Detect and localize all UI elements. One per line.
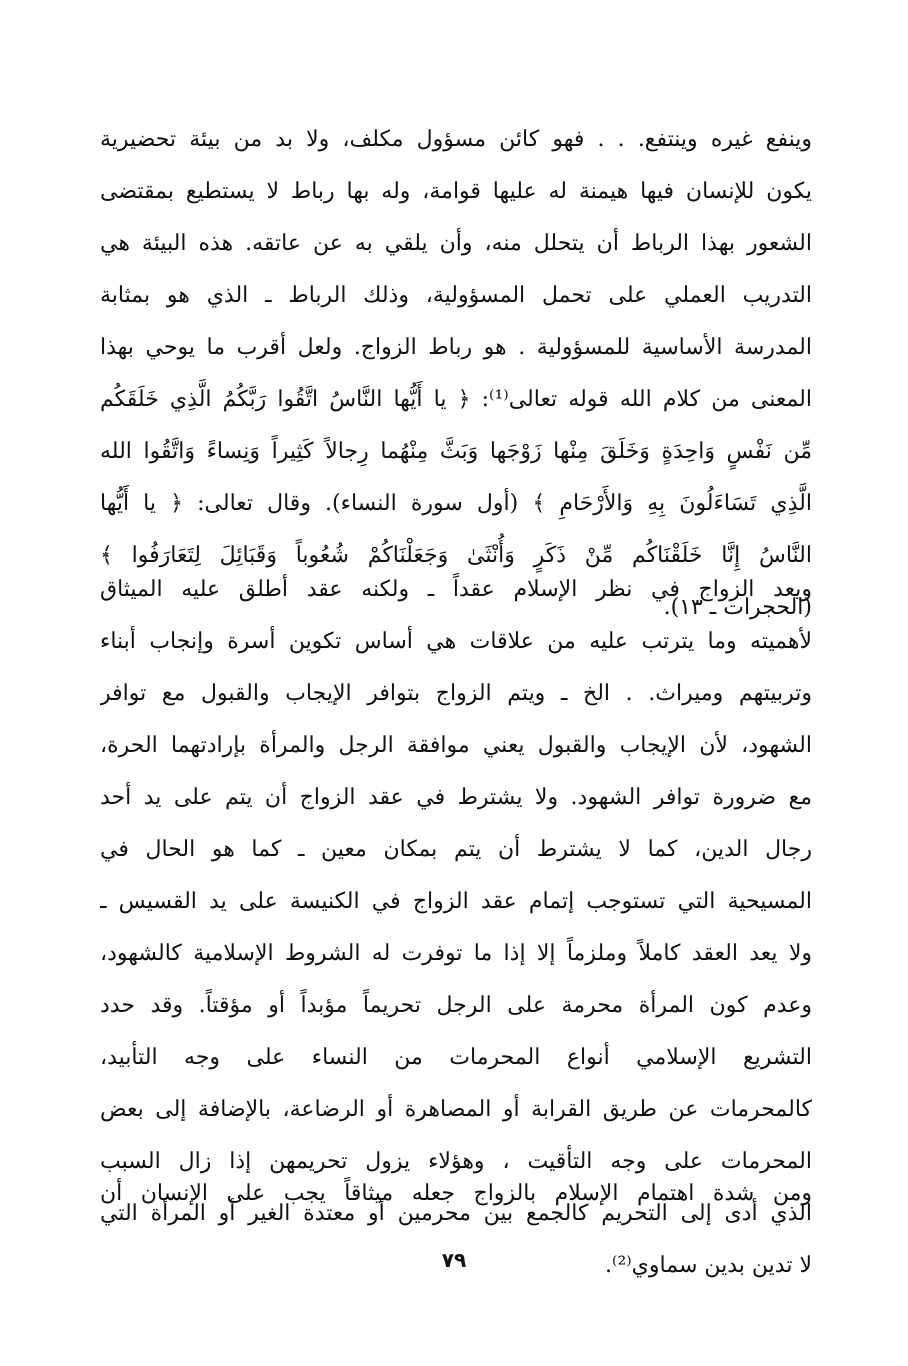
quran-verse-line: مِّن نَفْسٍ وَاحِدَةٍ وَخَلَقَ مِنْها زَوْجَها وَبَثَّ مِنْهُما رِجالاً كَثِيراً وَنِساءً وَاتَّقُوا الله xyxy=(100,439,812,464)
paragraph-3 xyxy=(100,1168,812,1220)
text-line: المدرسة الأساسية للمسؤولية . هو رباط الزواج. ولعل أقرب ما يوحي بهذا xyxy=(100,335,812,360)
text-line: يكون للإنسان فيها هيمنة له عليها قوامة، وله بها رباط لا يستطيع بمقتضى xyxy=(100,179,812,204)
text-line: ومن شدة اهتمام الإسلام بالزواج جعله ميثاقاً يجب على الإنسان أن xyxy=(100,1181,812,1206)
paragraph-1 xyxy=(100,114,812,634)
text-line: وتربيتهم وميراث. . الخ ـ ويتم الزواج بتوافر الإيجاب والقبول مع توافر xyxy=(100,681,812,706)
text-line: وعدم كون المرأة محرمة على الرجل تحريماً مؤبداً أو مؤقتاً. وقد حدد xyxy=(100,993,812,1018)
text-line: الشهود، لأن الإيجاب والقبول يعني موافقة الرجل والمرأة بإرادتهما الحرة، xyxy=(100,733,812,758)
text-line: رجال الدين، كما لا يشترط أن يتم بمكان معين ـ كما هو الحال في xyxy=(100,837,812,862)
text-line: وينفع غيره وينتفع. . . فهو كائن مسؤول مكلف، ولا بد من بيئة تحضيرية xyxy=(100,127,812,152)
text-line: المعنى من كلام الله قوله تعالى⁽¹⁾: ﴿ يا أَيُّها النَّاسُ اتَّقُوا رَبَّكُمُ الَّذِي خَلَقَكُم xyxy=(100,387,812,412)
text-line: مع ضرورة توافر الشهود. ولا يشترط في عقد الزواج أن يتم على يد أحد xyxy=(100,785,812,810)
text-line: ولا يعد العقد كاملاً وملزماً إلا إذا ما توفرت له الشروط الإسلامية كالشهود، xyxy=(100,941,812,966)
text-line: الشعور بهذا الرباط أن يتحلل منه، وأن يلقي به عن عاتقه. هذه البيئة هي xyxy=(100,231,812,256)
text-line: كالمحرمات عن طريق القرابة أو المصاهرة أو الرضاعة، بالإضافة إلى بعض xyxy=(100,1097,812,1122)
text-line: لا تدين بدين سماوي⁽²⁾. xyxy=(605,1253,812,1278)
text-line: لأهميته وما يترتب عليه من علاقات هي أساس تكوين أسرة وإنجاب أبناء xyxy=(100,629,812,654)
text-line: الذي أدى إلى التحريم كالجمع بين محرمين أو معتدة الغير أو المرأة التي xyxy=(100,1201,812,1226)
quran-verse-line: النَّاسُ إِنَّا خَلَقْنَاكُم مِّنْ ذَكَرٍ وَأُنْثَىٰ وَجَعَلْنَاكُمْ شُعُوباً وَقَبَائِلَ لِتَعَارَفُوا ﴾ xyxy=(100,543,812,568)
text-line: التدريب العملي على تحمل المسؤولية، وذلك الرباط ـ الذي هو بمثابة xyxy=(100,283,812,308)
text-line: ويعد الزواج في نظر الإسلام عقداً ـ ولكنه عقد أطلق عليه الميثاق xyxy=(100,577,812,602)
text-line: المسيحية التي تستوجب إتمام عقد الزواج في الكنيسة على يد القسيس ـ xyxy=(100,889,812,914)
text-line: التشريع الإسلامي أنواع المحرمات من النساء على وجه التأبيد، xyxy=(100,1045,812,1070)
page-number: ٧٩ xyxy=(441,1248,467,1272)
text-line: (الحجرات ـ ١٣). xyxy=(663,595,812,620)
text-line: المحرمات على وجه التأقيت ، وهؤلاء يزول تحريمهن إذا زال السبب xyxy=(100,1149,812,1174)
quran-verse-line: الَّذِي تَسَاءَلُونَ بِهِ وَالأَرْحَامِ ﴾ (أول سورة النساء). وقال تعالى: ﴿ يا أَيُّها xyxy=(100,491,812,516)
